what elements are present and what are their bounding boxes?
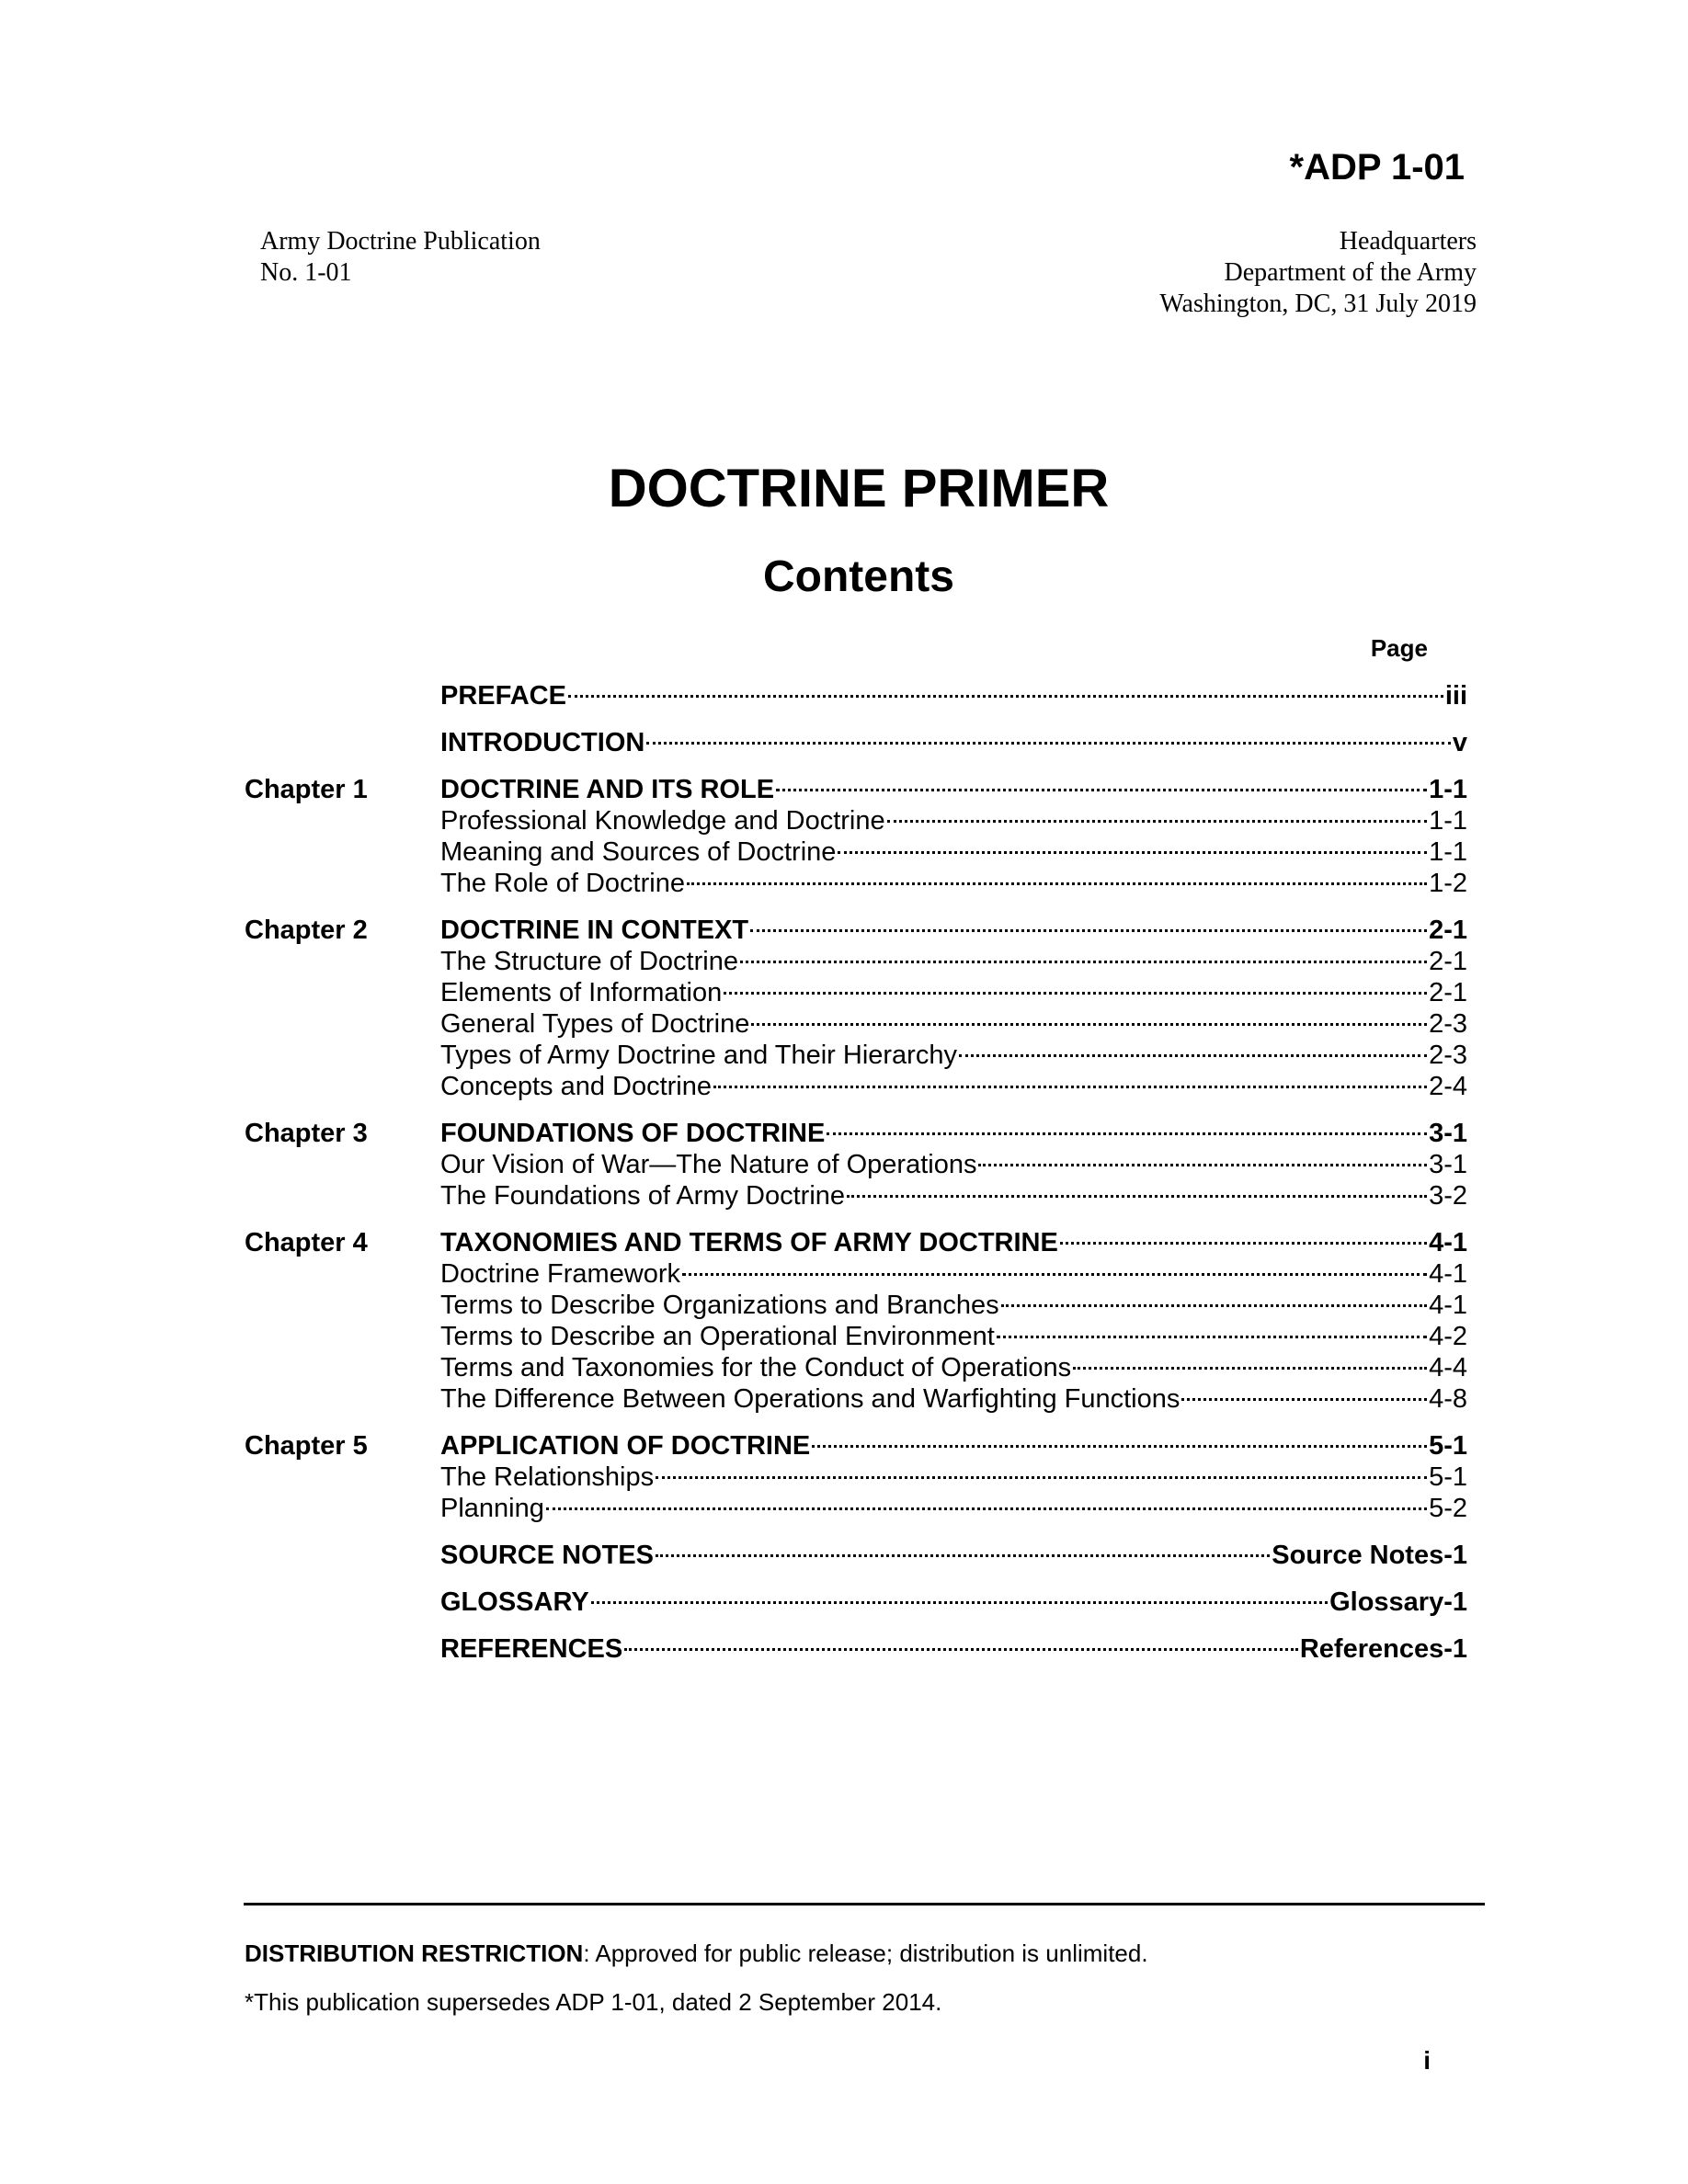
toc-entry[interactable] bbox=[440, 1227, 1467, 1258]
dot-leader bbox=[568, 695, 1443, 698]
chapter-label: Chapter 5 bbox=[245, 1431, 368, 1461]
department-label: Department of the Army bbox=[1224, 258, 1477, 287]
toc-entry[interactable] bbox=[440, 1540, 1467, 1571]
toc-entry[interactable] bbox=[440, 1180, 1467, 1211]
toc-section bbox=[245, 1430, 1467, 1524]
toc-entry-title: DOCTRINE AND ITS ROLE bbox=[440, 775, 775, 804]
toc-entry[interactable] bbox=[440, 805, 1467, 836]
dot-leader bbox=[1060, 1242, 1427, 1245]
toc-section bbox=[245, 1587, 1467, 1618]
toc-entry[interactable] bbox=[440, 1352, 1467, 1383]
dot-leader bbox=[740, 961, 1427, 963]
toc-entry[interactable] bbox=[440, 946, 1467, 977]
dot-leader bbox=[887, 820, 1427, 823]
toc-entries bbox=[440, 1118, 1467, 1211]
toc-entry-page: 4-8 bbox=[1429, 1384, 1467, 1414]
toc-entry-title: GLOSSARY bbox=[440, 1587, 589, 1617]
toc-entry-title: Professional Knowledge and Doctrine bbox=[440, 806, 885, 836]
toc-entry[interactable] bbox=[440, 868, 1467, 899]
toc-entry-title: The Role of Doctrine bbox=[440, 869, 685, 898]
toc-entry-page: 3-2 bbox=[1429, 1181, 1467, 1211]
toc-entry-title: The Foundations of Army Doctrine bbox=[440, 1181, 846, 1211]
toc-entry[interactable] bbox=[440, 1290, 1467, 1321]
chapter-label bbox=[245, 727, 440, 758]
dot-leader bbox=[812, 1445, 1427, 1448]
toc-entry-title: The Difference Between Operations and Warfighting Functions bbox=[440, 1384, 1180, 1414]
toc-entry[interactable] bbox=[440, 1258, 1467, 1290]
chapter-label: Chapter 3 bbox=[245, 1119, 368, 1148]
toc-section bbox=[245, 1633, 1467, 1665]
toc-entry-page: Source Notes-1 bbox=[1272, 1541, 1467, 1570]
dot-leader bbox=[978, 1164, 1427, 1166]
page-number: i bbox=[1423, 2046, 1431, 2075]
toc-entry[interactable] bbox=[440, 680, 1467, 711]
toc-entry[interactable] bbox=[440, 1071, 1467, 1102]
footer-divider bbox=[244, 1903, 1485, 1905]
publication-designation bbox=[260, 226, 541, 289]
dot-leader bbox=[682, 1273, 1427, 1276]
toc-entry-page: 5-2 bbox=[1429, 1494, 1467, 1523]
toc-entry-page: 4-4 bbox=[1429, 1353, 1467, 1382]
toc-entry-title: Types of Army Doctrine and Their Hierarchy bbox=[440, 1041, 957, 1070]
toc-entries bbox=[440, 1633, 1467, 1665]
dot-leader bbox=[847, 1195, 1427, 1198]
dot-leader bbox=[997, 1336, 1427, 1338]
toc-entries bbox=[440, 774, 1467, 899]
toc-entry[interactable] bbox=[440, 836, 1467, 868]
place-date-label: Washington, DC, 31 July 2019 bbox=[1159, 290, 1477, 318]
toc-entry-title: Meaning and Sources of Doctrine bbox=[440, 837, 837, 867]
toc-entry[interactable] bbox=[440, 1587, 1467, 1618]
toc-entry-title: Elements of Information bbox=[440, 978, 723, 1007]
toc-entry[interactable] bbox=[440, 1149, 1467, 1180]
toc-entry-page: 2-1 bbox=[1429, 916, 1467, 945]
toc-section bbox=[245, 774, 1467, 899]
toc-entry[interactable] bbox=[440, 1040, 1467, 1071]
toc-entry-page: 2-1 bbox=[1429, 978, 1467, 1007]
publication-number: No. 1-01 bbox=[260, 258, 352, 287]
distribution-label: DISTRIBUTION RESTRICTION bbox=[245, 1939, 584, 1967]
toc-entry-title: The Relationships bbox=[440, 1462, 655, 1492]
toc-entry[interactable] bbox=[440, 774, 1467, 805]
dot-leader bbox=[687, 882, 1427, 885]
dot-leader bbox=[827, 1132, 1427, 1135]
chapter-label bbox=[245, 680, 440, 711]
toc-entry[interactable] bbox=[440, 1118, 1467, 1149]
toc-entry[interactable] bbox=[440, 1462, 1467, 1493]
toc-entry[interactable] bbox=[440, 1493, 1467, 1524]
toc-entry-title: Concepts and Doctrine bbox=[440, 1072, 712, 1101]
chapter-label: Chapter 4 bbox=[245, 1228, 368, 1257]
toc-entry[interactable] bbox=[440, 1383, 1467, 1415]
toc-entries bbox=[440, 1540, 1467, 1571]
distribution-text: : Approved for public release; distribution is unlimited. bbox=[583, 1939, 1148, 1967]
toc-entry[interactable] bbox=[440, 1633, 1467, 1665]
distribution-restriction bbox=[245, 1939, 1148, 1968]
supersedes-note: *This publication supersedes ADP 1-01, dated 2 September 2014. bbox=[245, 1988, 942, 2016]
toc-entries bbox=[440, 727, 1467, 758]
toc-entry-page: 2-3 bbox=[1429, 1009, 1467, 1039]
page-column-label: Page bbox=[1370, 634, 1428, 662]
toc-entry-title: Terms to Describe an Operational Environment bbox=[440, 1322, 995, 1351]
toc-entry-page: 3-1 bbox=[1429, 1119, 1467, 1148]
toc-section bbox=[245, 1227, 1467, 1415]
toc-section bbox=[245, 727, 1467, 758]
toc-entry-title: Terms to Describe Organizations and Branches bbox=[440, 1291, 999, 1320]
toc-entry-page: 1-1 bbox=[1429, 837, 1467, 867]
toc-section bbox=[245, 1540, 1467, 1571]
toc-entry-page: v bbox=[1452, 728, 1467, 757]
dot-leader bbox=[646, 742, 1451, 745]
toc-section bbox=[245, 680, 1467, 711]
toc-entry-page: 4-2 bbox=[1429, 1322, 1467, 1351]
toc-entry[interactable] bbox=[440, 977, 1467, 1008]
toc-entry-title: General Types of Doctrine bbox=[440, 1009, 750, 1039]
toc-entry-page: Glossary-1 bbox=[1329, 1587, 1467, 1617]
toc-entry-page: 2-3 bbox=[1429, 1041, 1467, 1070]
dot-leader bbox=[838, 851, 1427, 854]
toc-entry[interactable] bbox=[440, 1321, 1467, 1352]
dot-leader bbox=[1073, 1367, 1427, 1370]
toc-entry[interactable] bbox=[440, 1008, 1467, 1040]
chapter-label bbox=[245, 1587, 440, 1618]
toc-entry-page: 5-1 bbox=[1429, 1431, 1467, 1461]
toc-entries bbox=[440, 1227, 1467, 1415]
chapter-label: Chapter 1 bbox=[245, 775, 368, 804]
toc-section bbox=[245, 915, 1467, 1102]
table-of-contents bbox=[245, 680, 1467, 1680]
toc-entry-title: INTRODUCTION bbox=[440, 728, 645, 757]
toc-entry-title: REFERENCES bbox=[440, 1634, 623, 1664]
dot-leader bbox=[656, 1476, 1427, 1479]
toc-entries bbox=[440, 680, 1467, 711]
toc-entry-page: References-1 bbox=[1299, 1634, 1467, 1664]
toc-entry-title: Our Vision of War—The Nature of Operations bbox=[440, 1150, 977, 1179]
toc-entry[interactable] bbox=[440, 915, 1467, 946]
dot-leader bbox=[546, 1507, 1427, 1510]
toc-entry-page: 4-1 bbox=[1429, 1228, 1467, 1257]
toc-entry-title: FOUNDATIONS OF DOCTRINE bbox=[440, 1119, 826, 1148]
toc-entry-title: PREFACE bbox=[440, 681, 566, 711]
toc-entry-page: 5-1 bbox=[1429, 1462, 1467, 1492]
dot-leader bbox=[591, 1601, 1328, 1604]
dot-leader bbox=[656, 1554, 1270, 1557]
toc-entry-page: 3-1 bbox=[1429, 1150, 1467, 1179]
chapter-label: Chapter 2 bbox=[245, 916, 368, 945]
dot-leader bbox=[1181, 1398, 1427, 1401]
chapter-label bbox=[245, 1540, 440, 1571]
toc-entry-title: SOURCE NOTES bbox=[440, 1541, 655, 1570]
dot-leader bbox=[750, 929, 1427, 932]
toc-entry-page: 2-4 bbox=[1429, 1072, 1467, 1101]
toc-section bbox=[245, 1118, 1467, 1211]
toc-entry-title: The Structure of Doctrine bbox=[440, 947, 738, 976]
toc-entries bbox=[440, 1587, 1467, 1618]
dot-leader bbox=[713, 1086, 1427, 1088]
dot-leader bbox=[959, 1054, 1427, 1057]
toc-entry-page: 1-2 bbox=[1429, 869, 1467, 898]
page-title: DOCTRINE PRIMER bbox=[608, 459, 1110, 518]
toc-entry-page: 4-1 bbox=[1429, 1259, 1467, 1289]
dot-leader bbox=[1001, 1304, 1427, 1307]
toc-entry-page: 1-1 bbox=[1429, 806, 1467, 836]
toc-entry-title: DOCTRINE IN CONTEXT bbox=[440, 916, 749, 945]
toc-entries bbox=[440, 915, 1467, 1102]
dot-leader bbox=[751, 1023, 1427, 1026]
issuing-authority bbox=[1159, 226, 1477, 320]
contents-heading: Contents bbox=[763, 552, 954, 601]
toc-entry-title: APPLICATION OF DOCTRINE bbox=[440, 1431, 811, 1461]
toc-entry-page: iii bbox=[1444, 681, 1467, 711]
toc-entry-page: 2-1 bbox=[1429, 947, 1467, 976]
dot-leader bbox=[776, 789, 1427, 791]
headquarters-label: Headquarters bbox=[1339, 227, 1477, 256]
publication-series: Army Doctrine Publication bbox=[260, 227, 541, 256]
toc-entry-page: 1-1 bbox=[1429, 775, 1467, 804]
toc-entry-title: Planning bbox=[440, 1494, 544, 1523]
toc-entry-page: 4-1 bbox=[1429, 1291, 1467, 1320]
chapter-label bbox=[245, 1633, 440, 1665]
toc-entry-title: Doctrine Framework bbox=[440, 1259, 681, 1289]
toc-entry[interactable] bbox=[440, 1430, 1467, 1462]
dot-leader bbox=[624, 1648, 1298, 1651]
toc-entry-title: TAXONOMIES AND TERMS OF ARMY DOCTRINE bbox=[440, 1228, 1058, 1257]
toc-entry-title: Terms and Taxonomies for the Conduct of Operations bbox=[440, 1353, 1072, 1382]
toc-entries bbox=[440, 1430, 1467, 1524]
toc-entry[interactable] bbox=[440, 727, 1467, 758]
document-number: *ADP 1-01 bbox=[1289, 147, 1465, 188]
dot-leader bbox=[724, 992, 1427, 995]
